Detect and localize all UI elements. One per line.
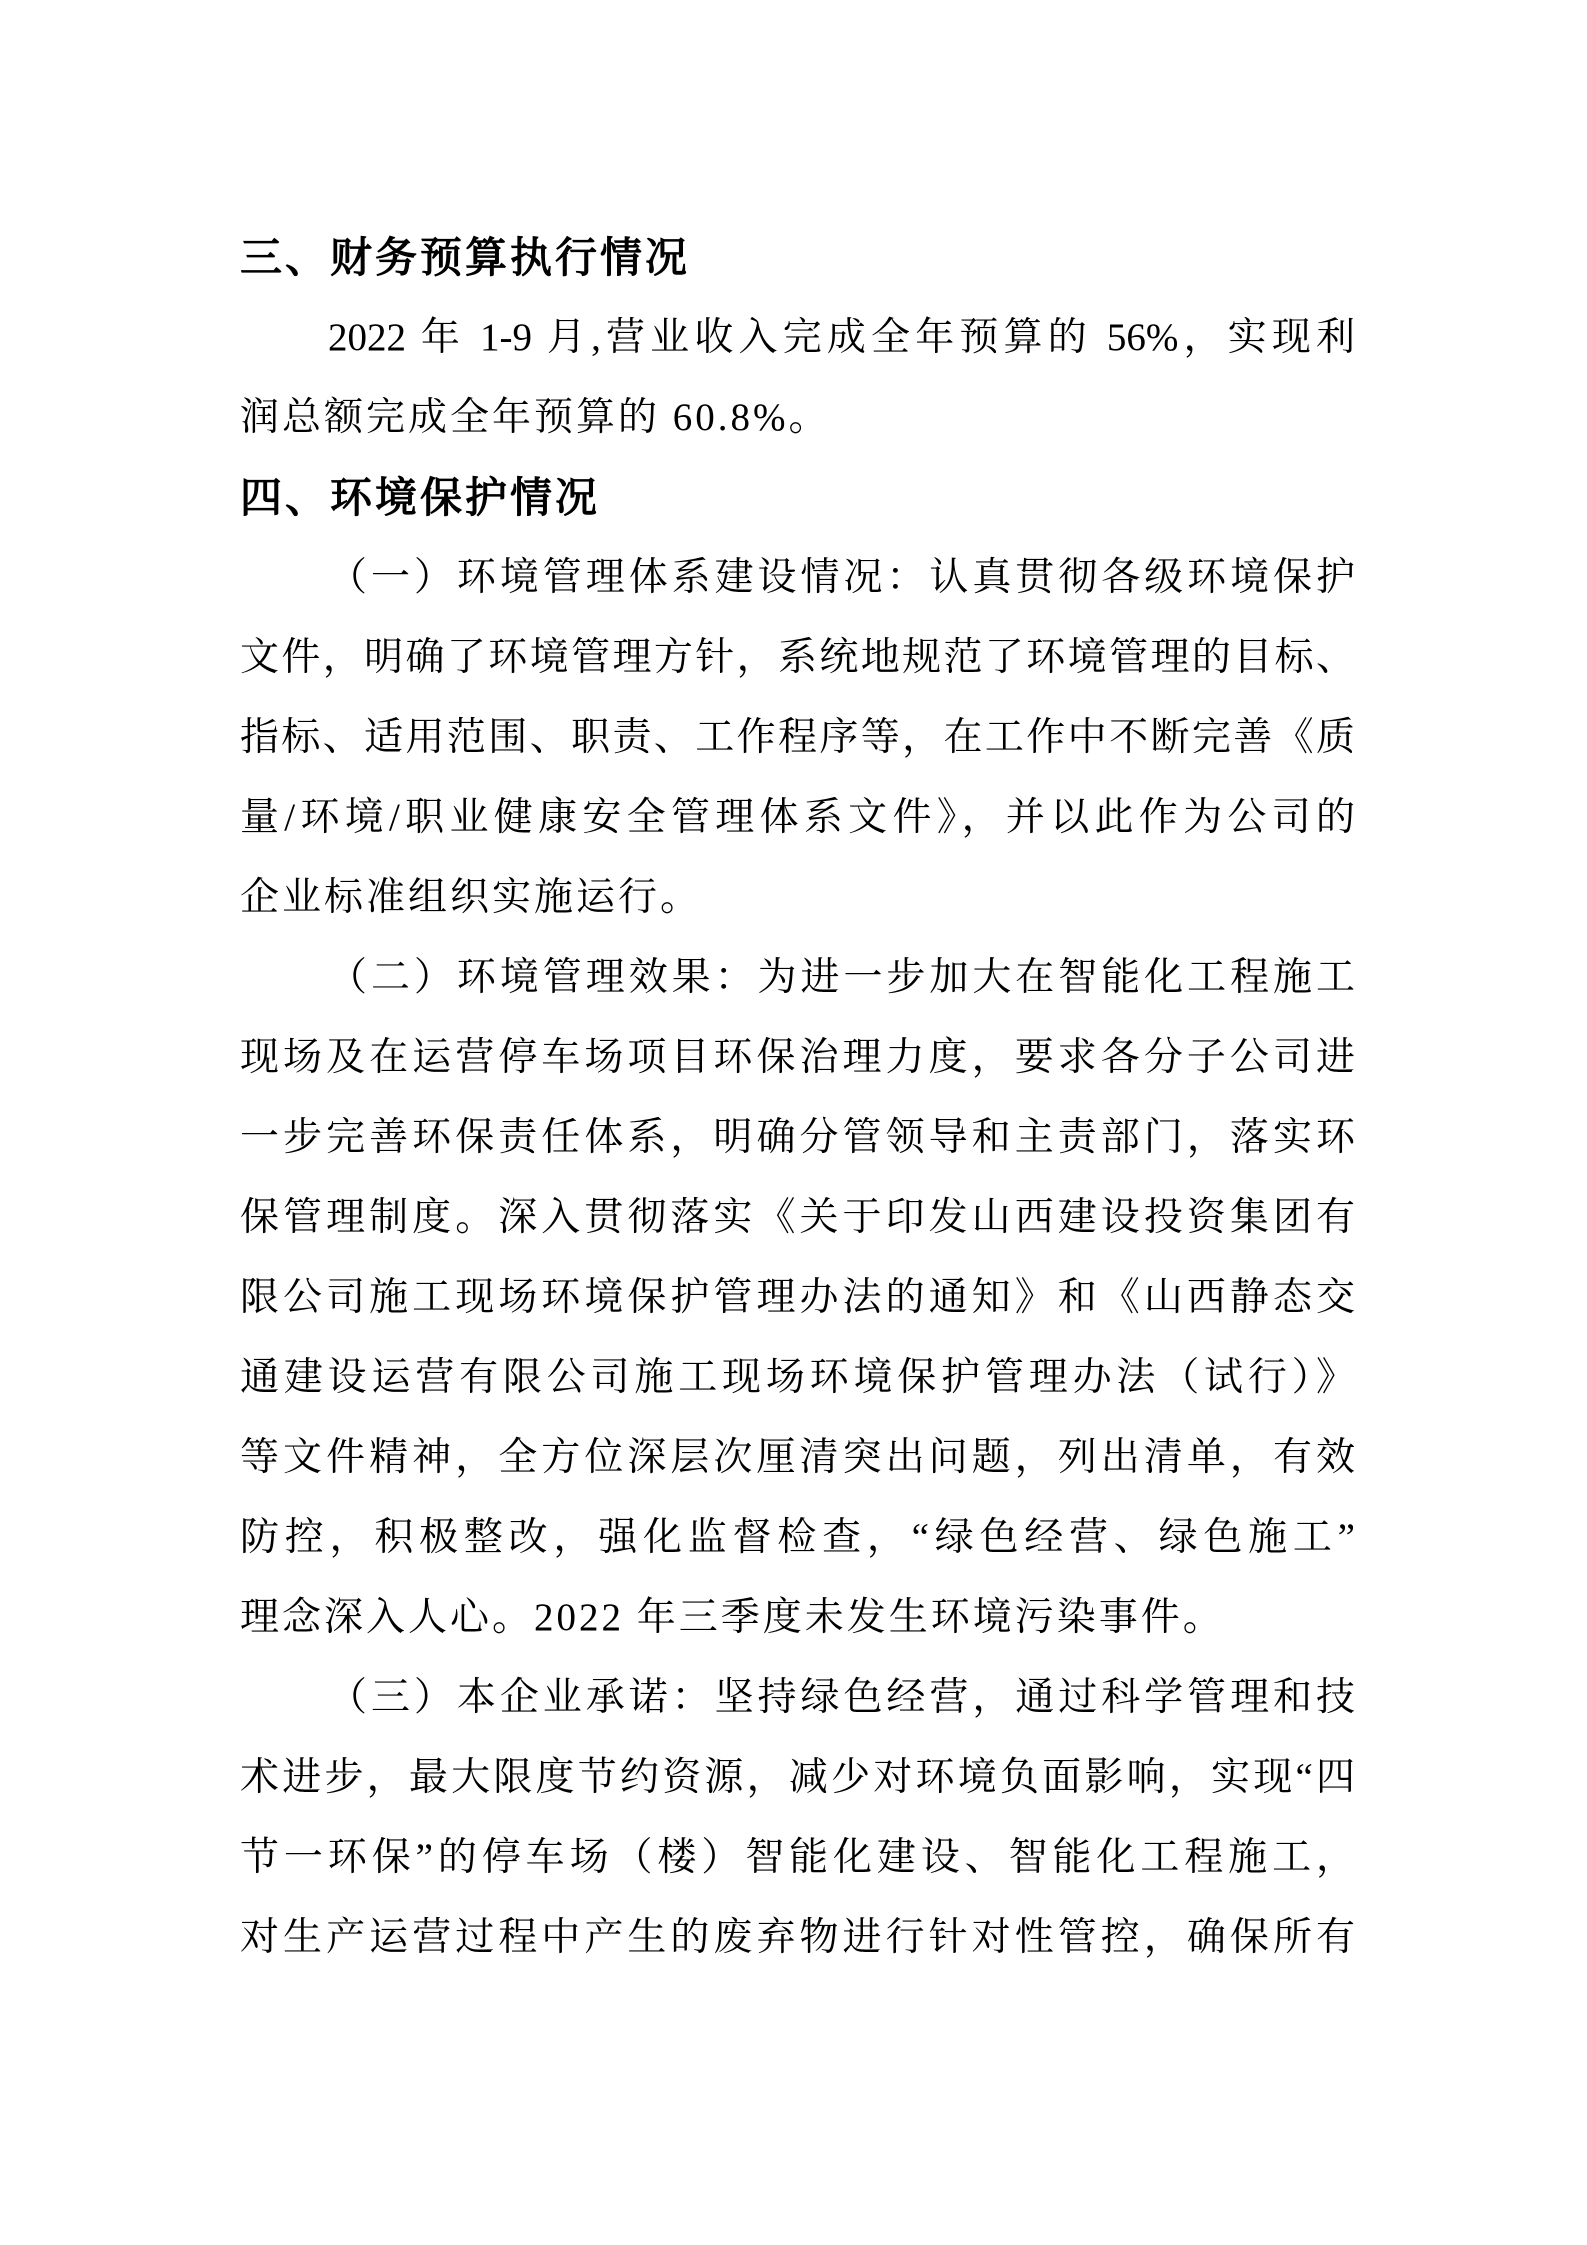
document-body — [240, 218, 1355, 1978]
doc-line: 等文件精神，全方位深层次厘清突出问题，列出清单，有效 — [240, 1436, 1355, 1479]
doc-line: （三）本企业承诺：坚持绿色经营，通过科学管理和技 — [328, 1676, 1355, 1719]
doc-line: 防控，积极整改，强化监督检查，“绿色经营、绿色施工” — [240, 1516, 1355, 1559]
doc-line: 现场及在运营停车场项目环保治理力度，要求各分子公司进 — [240, 1036, 1355, 1079]
doc-line: 2022 年 1-9 月,营业收入完成全年预算的 56%，实现利 — [328, 316, 1355, 359]
doc-line: 术进步，最大限度节约资源，减少对环境负面影响，实现“四 — [240, 1756, 1355, 1799]
doc-line: 保管理制度。深入贯彻落实《关于印发山西建设投资集团有 — [240, 1196, 1355, 1239]
doc-line: （二）环境管理效果：为进一步加大在智能化工程施工 — [328, 956, 1355, 999]
section-heading-environment: 四、环境保护情况 — [240, 474, 601, 521]
doc-line: 限公司施工现场环境保护管理办法的通知》和《山西静态交 — [240, 1276, 1355, 1319]
doc-line: （一）环境管理体系建设情况：认真贯彻各级环境保护 — [328, 556, 1355, 599]
doc-line: 量/环境/职业健康安全管理体系文件》，并以此作为公司的 — [240, 796, 1355, 839]
doc-line: 文件，明确了环境管理方针，系统地规范了环境管理的目标、 — [240, 636, 1355, 679]
doc-line: 通建设运营有限公司施工现场环境保护管理办法（试行）》 — [240, 1356, 1355, 1399]
doc-line: 一步完善环保责任体系，明确分管领导和主责部门，落实环 — [240, 1116, 1355, 1159]
doc-line: 指标、适用范围、职责、工作程序等，在工作中不断完善《质 — [240, 716, 1355, 759]
doc-line: 节一环保”的停车场（楼）智能化建设、智能化工程施工， — [240, 1836, 1355, 1879]
section-heading-finance-budget: 三、财务预算执行情况 — [240, 234, 691, 281]
doc-line: 企业标准组织实施运行。 — [240, 876, 703, 919]
doc-line: 理念深入人心。2022 年三季度未发生环境污染事件。 — [240, 1596, 1225, 1639]
doc-line: 对生产运营过程中产生的废弃物进行针对性管控，确保所有 — [240, 1916, 1355, 1959]
doc-line: 润总额完成全年预算的 60.8%。 — [240, 396, 831, 439]
